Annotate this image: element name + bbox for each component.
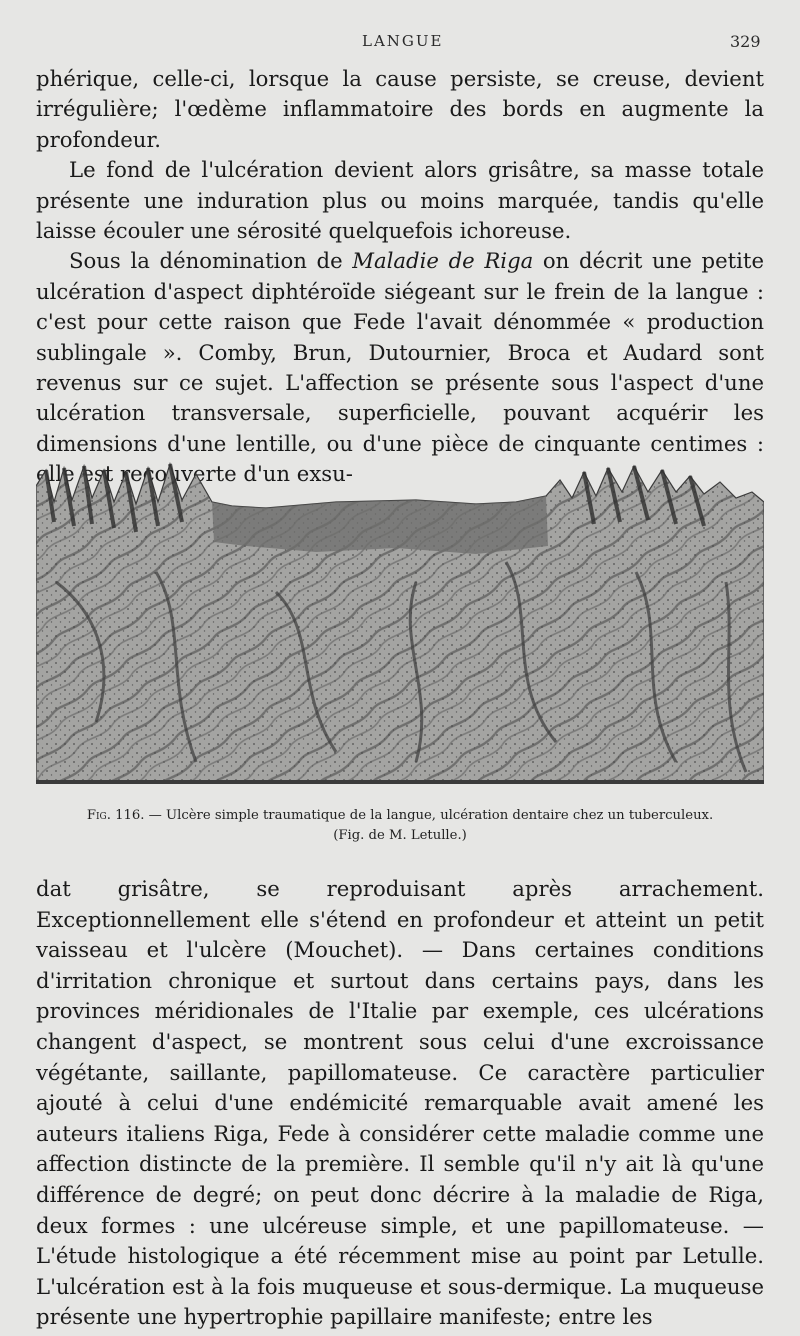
figure-label: Fig. 116. xyxy=(86,808,145,823)
riga-term: Maladie de Riga xyxy=(352,248,534,274)
paragraph-exsudat: dat grisâtre, se reproduisant après arrachement. Exceptionnellement elle s'étend en profondeur et atteint un petit vaisseau et l'ulcère (Mouchet). — Dans certaines conditions d'irritation chronique et surtout dans certains pays, dans les provinces méridionales de l'Italie par exemple, ces ulcérations changent d'aspect, se montrent sous celui d'une excroissance végétante, saillante, papillomateuse. Ce caractère particulier ajouté à celui d'une endémicité remarquable avait amené les auteurs italiens Riga, Fede à considérer cette maladie comme une affection distincte de la première. Il semble qu'il n'y ait là qu'une différence de degré; on peut donc décrire à la maladie de Riga, deux formes : une ulcéreuse simple, et une papillomateuse. — L'étude histologique a été récemment mise au point par Letulle. L'ulcération est à la fois muqueuse et sous-dermique. La muqueuse présente une hypertrophie papillaire manifeste; entre les xyxy=(36,876,764,1330)
figure-baseline xyxy=(36,780,764,784)
paragraph-continuation: phérique, celle-ci, lorsque la cause persiste, se creuse, devient irrégulière; l'œdème inflammatoire des bords en augmente la profondeur. xyxy=(36,66,764,152)
caption-line-2: (Fig. de M. Letulle.) xyxy=(333,828,467,843)
running-head: LANGUE xyxy=(362,32,444,50)
paragraph-ulceration-fond: Le fond de l'ulcération devient alors grisâtre, sa masse totale présente une induration plus ou moins marquée, tandis qu'elle laisse écouler une sérosité quelquefois ichoreuse. xyxy=(36,157,764,244)
riga-intro-text: Sous la dénomination de xyxy=(69,248,353,274)
top-text-block xyxy=(36,64,764,490)
ulcer-surface-band xyxy=(212,496,548,554)
histology-illustration xyxy=(36,462,764,784)
bottom-text-block xyxy=(36,874,764,1333)
histology-figure xyxy=(36,462,764,784)
paragraph-maladie-de-riga xyxy=(36,246,764,489)
figure-caption xyxy=(36,806,764,846)
caption-text: — Ulcère simple traumatique de la langue, ulcération dentaire chez un tuberculeux. xyxy=(144,808,714,823)
page-number: 329 xyxy=(730,32,761,51)
caption-line-1 xyxy=(36,806,764,826)
page-header xyxy=(0,32,800,56)
riga-description-text: on décrit une petite ulcération d'aspect diphtéroïde siégeant sur le frein de la langue : c'est pour cette raison que Fede l'avait dénommée « production sublingale ». Comby, Brun, Dutournier, Broca et Audard sont revenus sur ce sujet. L'affection se présente sous l'aspect d'une ulcération transversale, superficielle, pouvant acquérir les dimensions d'une lentille, ou d'une pièce de cinquante centimes : elle est recouverte d'un exsu- xyxy=(36,248,764,487)
